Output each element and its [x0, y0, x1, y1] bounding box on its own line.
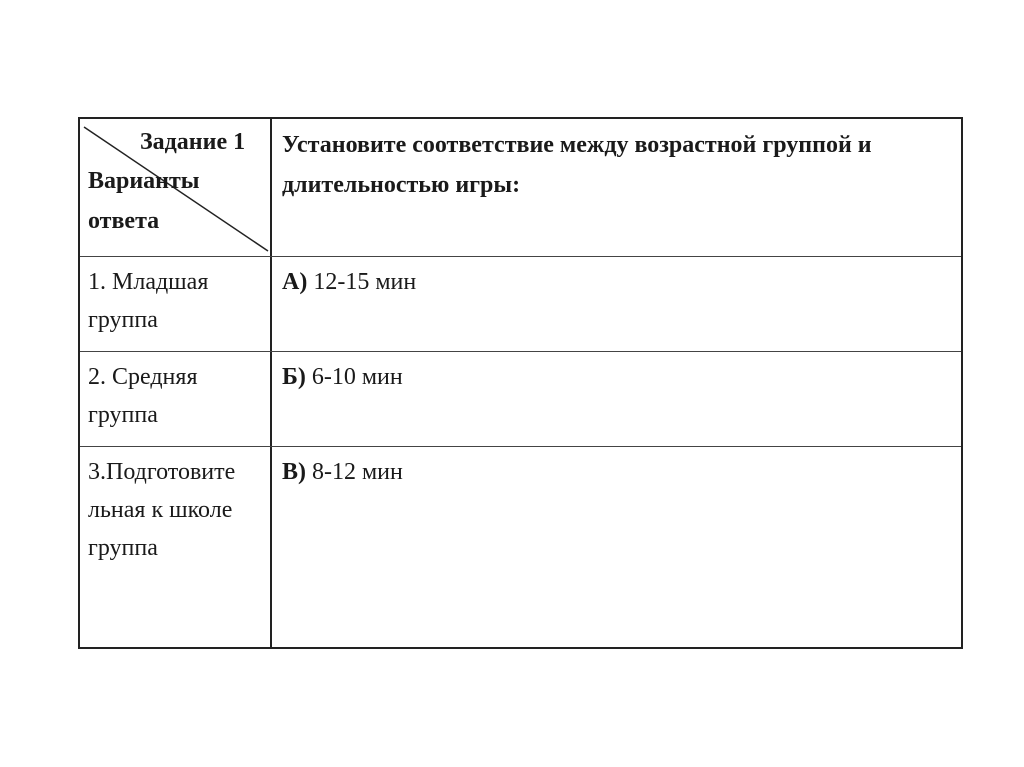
answer-value: 8-12 мин — [306, 459, 403, 485]
answer-value: 6-10 мин — [305, 364, 403, 390]
answer-option — [282, 358, 951, 396]
answer-option — [282, 453, 951, 491]
group-label: 2. Средняя группа — [88, 364, 198, 428]
answer-cell — [272, 447, 961, 649]
group-cell — [80, 352, 270, 446]
variants-label: Варианты ответа — [88, 168, 200, 234]
answer-option — [282, 263, 951, 301]
group-cell — [80, 257, 270, 351]
table-row — [80, 352, 961, 447]
header-left-cell — [80, 119, 270, 256]
table-header-row — [80, 119, 961, 257]
answer-cell — [272, 352, 961, 446]
matching-task-table — [78, 117, 963, 649]
task-instruction: Установите соответствие между возрастной группой и длительностью игры: — [282, 132, 872, 198]
answer-cell — [272, 257, 961, 351]
table-row — [80, 257, 961, 352]
header-right-cell — [272, 119, 961, 256]
answer-letter: Б) — [282, 364, 306, 390]
answer-letter: В) — [282, 459, 306, 485]
answer-letter: А) — [282, 269, 308, 295]
group-label: 3.Подготовите льная к школе группа — [88, 459, 236, 561]
group-cell — [80, 447, 270, 649]
task-label: Задание 1 — [140, 129, 246, 155]
answer-value: 12-15 мин — [307, 269, 417, 295]
table-row — [80, 447, 961, 649]
group-label: 1. Младшая группа — [88, 269, 209, 333]
